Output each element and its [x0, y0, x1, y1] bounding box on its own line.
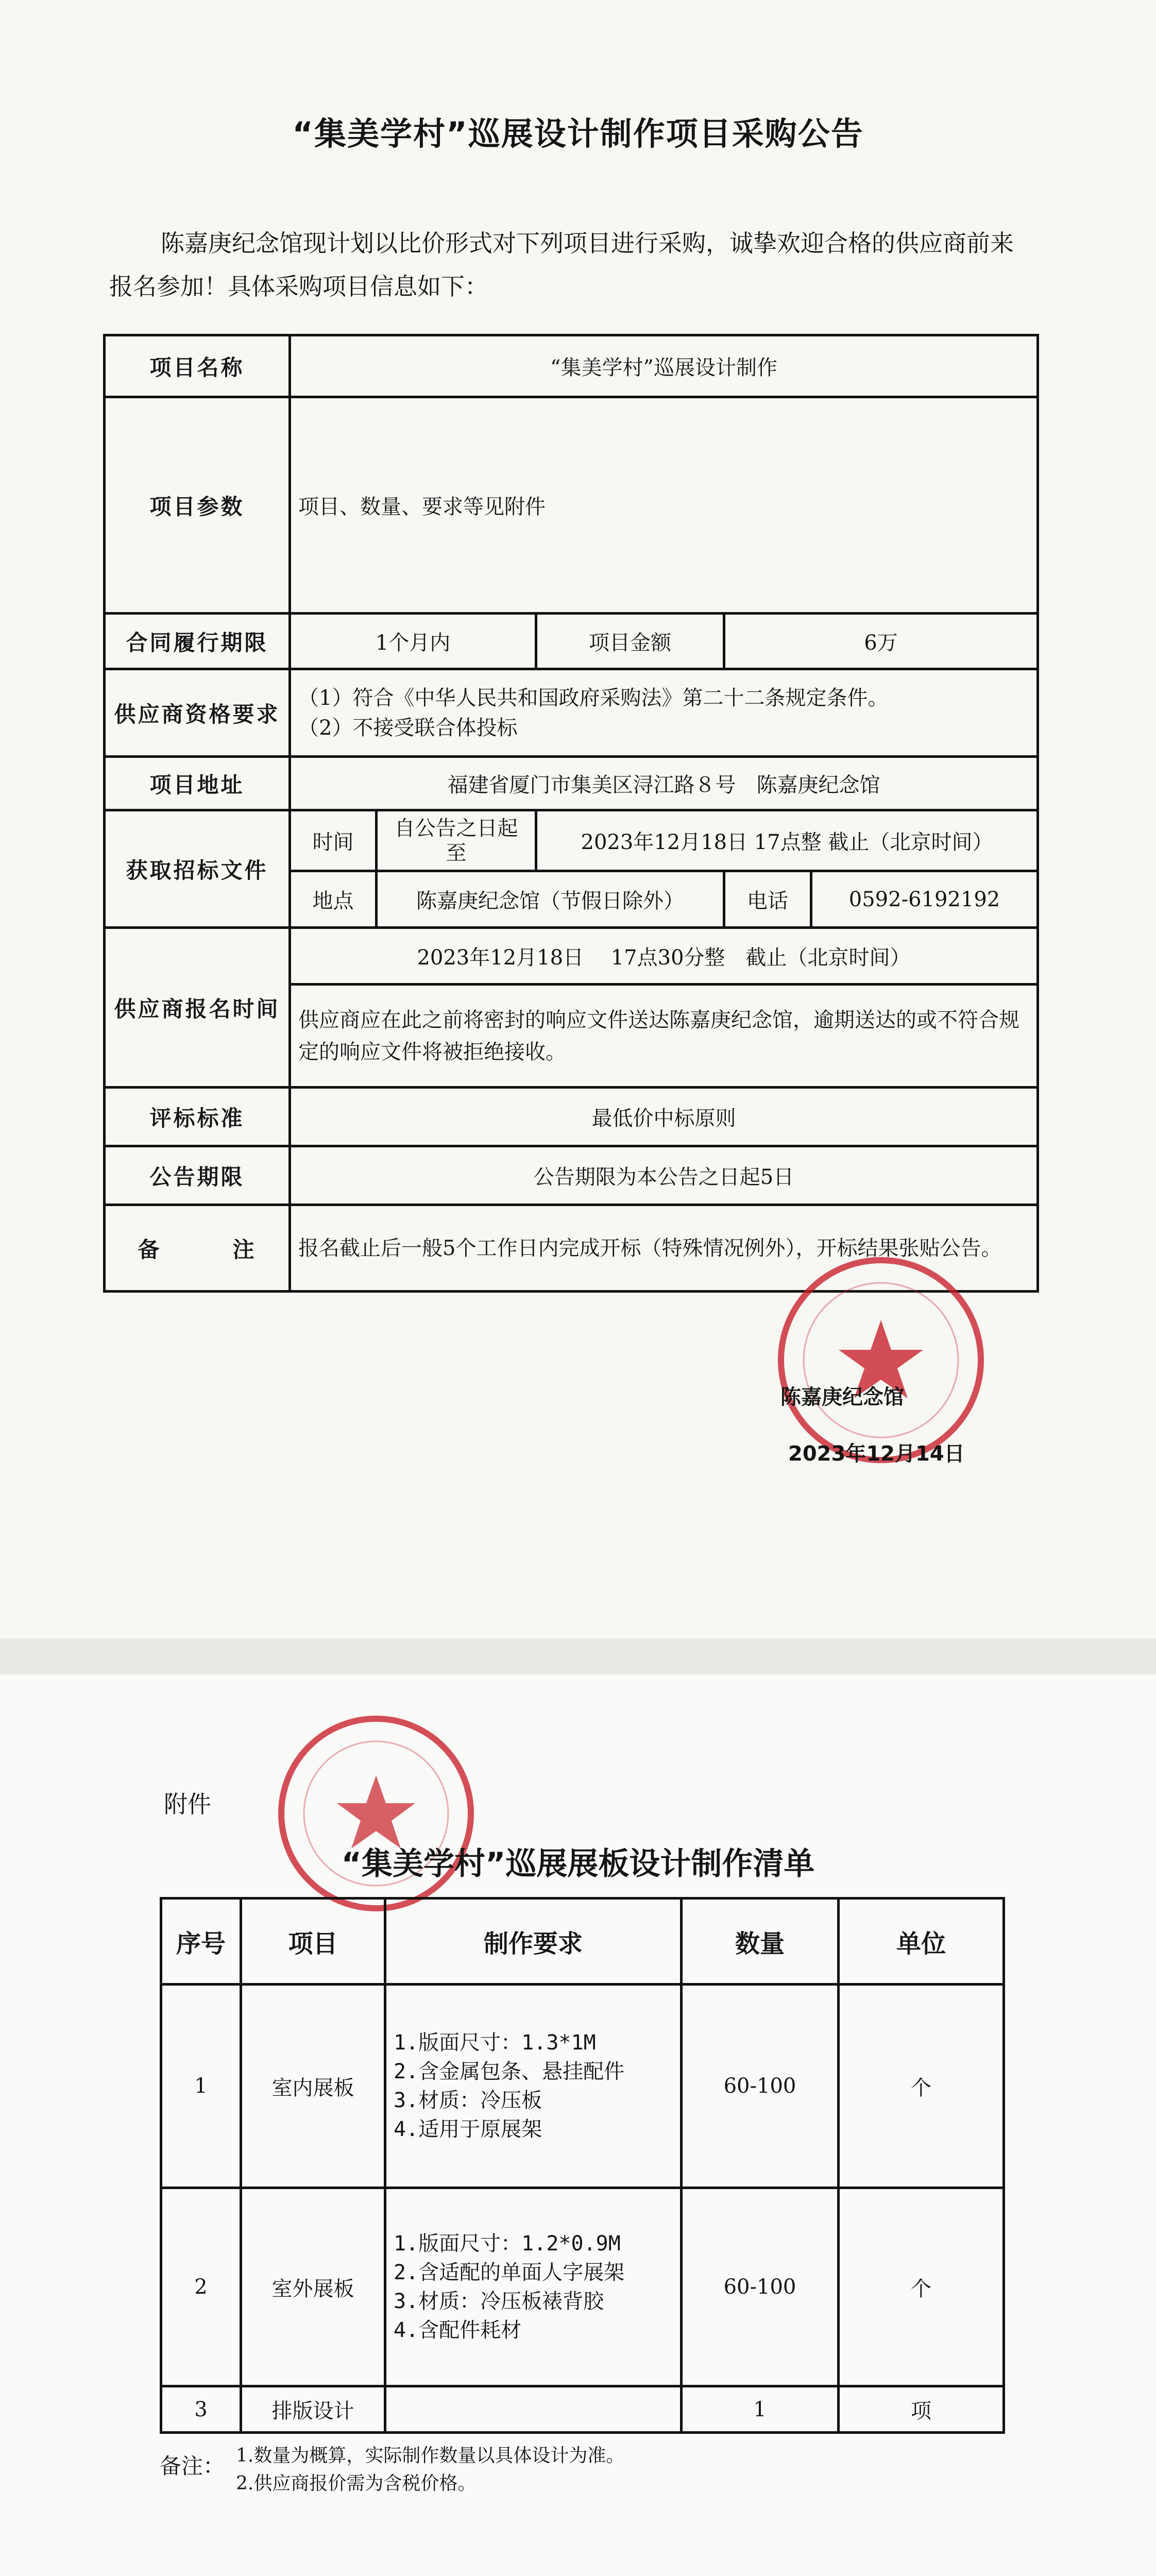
procurement-info-table	[103, 334, 1039, 1293]
table-row	[161, 2188, 1004, 2386]
requirement-line: 4.适用于原展架	[394, 2117, 542, 2141]
params-label: 项目参数	[105, 397, 290, 614]
period-label: 合同履行期限	[105, 614, 290, 669]
project-name-value: “集美学村”巡展设计制作	[290, 335, 1038, 397]
row-requirements	[385, 2386, 682, 2433]
remarks-label: 备 注	[105, 1205, 290, 1292]
row-item: 室内展板	[241, 1985, 385, 2188]
table-row	[161, 2386, 1004, 2433]
header-requirements: 制作要求	[385, 1899, 682, 1985]
header-quantity: 数量	[682, 1899, 839, 1985]
row-unit: 个	[839, 2188, 1004, 2386]
signed-date: 2023年12月14日	[788, 1442, 965, 1466]
place-value: 陈嘉庚纪念馆（节假日除外）	[377, 871, 724, 928]
params-value: 项目、数量、要求等见附件	[290, 397, 1038, 614]
header-unit: 单位	[839, 1899, 1004, 1985]
address-label: 项目地址	[105, 757, 290, 810]
qualification-item-1: （1）符合《中华人民共和国政府采购法》第二十二条规定条件。	[298, 686, 889, 710]
row-unit: 个	[839, 1985, 1004, 2188]
requirement-line: 1.版面尺寸：1.3*1M	[394, 2031, 596, 2055]
row-quantity: 60-100	[682, 2188, 839, 2386]
row-item: 室外展板	[241, 2188, 385, 2386]
row-requirements	[385, 1985, 682, 2188]
notes-label: 备注：	[160, 2453, 225, 2479]
signer-name: 陈嘉庚纪念馆	[780, 1385, 904, 1409]
attachment-title: “集美学村”巡展展板设计制作清单	[341, 1846, 815, 1882]
qualification-value	[290, 669, 1038, 757]
row-quantity: 60-100	[682, 1985, 839, 2188]
phone-value: 0592-6192192	[811, 871, 1038, 928]
note-line: 1.数量为概算，实际制作数量以具体设计为准。	[236, 2445, 625, 2466]
row-requirements	[385, 2188, 682, 2386]
row-no: 1	[161, 1985, 241, 2188]
row-quantity: 1	[682, 2386, 839, 2433]
note-line: 2.供应商报价需为含税价格。	[236, 2473, 477, 2494]
seal-star-icon	[784, 1263, 978, 1457]
notes-items	[236, 2442, 1112, 2498]
row-no: 3	[161, 2386, 241, 2433]
notice-title: “集美学村”巡展设计制作项目采购公告	[292, 115, 864, 152]
qualification-item-2: （2）不接受联合体投标	[298, 716, 518, 740]
time-from-line2: 至	[446, 841, 467, 865]
requirement-line: 2.含适配的单面人字展架	[394, 2261, 625, 2284]
time-from	[377, 810, 536, 871]
time-label: 时间	[290, 810, 377, 871]
requirement-line: 3.材质：冷压板	[394, 2089, 542, 2112]
notice-period-value: 公告期限为本公告之日起5日	[290, 1146, 1038, 1205]
time-value: 2023年12月18日 17点整 截止（北京时间）	[536, 810, 1038, 871]
header-item: 项目	[241, 1899, 385, 1985]
table-row	[161, 1985, 1004, 2188]
row-no: 2	[161, 2188, 241, 2386]
place-label: 地点	[290, 871, 377, 928]
criteria-value: 最低价中标原则	[290, 1088, 1038, 1146]
project-name-label: 项目名称	[105, 335, 290, 397]
qualification-label: 供应商资格要求	[105, 669, 290, 757]
signup-deadline: 2023年12月18日 17点30分整 截止（北京时间）	[290, 928, 1038, 985]
row-unit: 项	[839, 2386, 1004, 2433]
phone-label: 电话	[724, 871, 811, 928]
time-from-line1: 自公告之日起	[394, 816, 518, 840]
requirement-line: 1.版面尺寸：1.2*0.9M	[394, 2232, 621, 2256]
period-value: 1个月内	[290, 614, 536, 669]
row-item: 排版设计	[241, 2386, 385, 2433]
remarks-value: 报名截止后一般5个工作日内完成开标（特殊情况例外），开标结果张贴公告。	[290, 1205, 1038, 1292]
official-seal-1	[778, 1257, 984, 1463]
criteria-label: 评标标准	[105, 1088, 290, 1146]
amount-label: 项目金额	[536, 614, 724, 669]
requirement-line: 4.含配件耗材	[394, 2318, 522, 2342]
signup-note: 供应商应在此之前将密封的响应文件送达陈嘉庚纪念馆，逾期送达的或不符合规定的响应文件将被拒绝接收。	[290, 985, 1038, 1088]
attachment-page	[0, 1674, 1156, 2576]
amount-value: 6万	[724, 614, 1038, 669]
requirement-line: 3.材质：冷压板裱背胶	[394, 2290, 604, 2313]
header-no: 序号	[161, 1899, 241, 1985]
attachment-label: 附件	[164, 1790, 211, 1818]
attachment-table	[160, 1897, 1005, 2434]
get-doc-label: 获取招标文件	[105, 810, 290, 928]
signup-label: 供应商报名时间	[105, 928, 290, 1088]
requirement-line: 2.含金属包条、悬挂配件	[394, 2060, 625, 2083]
address-value: 福建省厦门市集美区浔江路８号 陈嘉庚纪念馆	[290, 757, 1038, 810]
notice-intro: 陈嘉庚纪念馆现计划以比价形式对下列项目进行采购，诚挚欢迎合格的供应商前来报名参加！具体采购项目信息如下：	[109, 229, 1014, 300]
notice-period-label: 公告期限	[105, 1146, 290, 1205]
